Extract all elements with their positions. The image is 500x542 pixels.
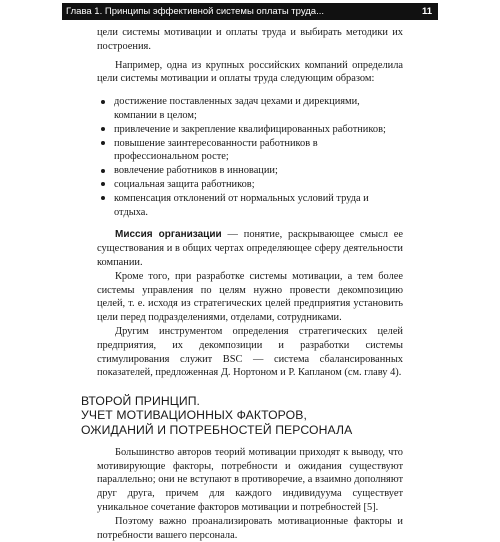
paragraph: Например, одна из крупных российских компаний определила цели системы мотивации и оплаты труда следующим образом: (97, 59, 403, 85)
paragraph: Большинство авторов теорий мотивации приходят к выводу, что мотивирующие факторы, потребности и ожидания существуют параллельно; они не вступают в противоречие, а взаимно дополняют друг друга, причем для каждого индивидуума существует уникальное сочетание факторов мотивации и потребностей [5]. (97, 446, 403, 513)
running-header (62, 3, 438, 20)
paragraph: Поэтому важно проанализировать мотивационные факторы и потребности вашего персонала. (97, 515, 403, 541)
section-heading: ВТОРОЙ ПРИНЦИП. УЧЕТ МОТИВАЦИОННЫХ ФАКТОРОВ, ОЖИДАНИЙ И ПОТРЕБНОСТЕЙ ПЕРСОНАЛА (81, 394, 353, 437)
bullet-icon (101, 196, 105, 200)
list-item: достижение поставленных задач цехами и дирекциями, компании в целом; (114, 95, 403, 123)
definition-term: Миссия организации (115, 229, 222, 241)
bullet-icon (101, 182, 105, 186)
goals-list (97, 95, 403, 219)
bullet-icon (101, 127, 105, 131)
paragraph: Кроме того, при разработке системы мотивации, а тем более системы управления по целям нужно провести декомпозицию целей, т. е. исходя из стратегических целей предприятия установить цели перед подразделениями, отделами, сотрудниками. (97, 270, 403, 324)
paragraph: цели системы мотивации и оплаты труда и выбирать методики их построения. (97, 27, 403, 52)
bullet-icon (101, 100, 105, 104)
page-number: 11 (421, 6, 432, 17)
chapter-title: Глава 1. Принципы эффективной системы оплаты труда... (66, 6, 324, 17)
list-item: компенсация отклонений от нормальных условий труда и отдыха. (114, 192, 403, 220)
definition-text: — понятие, раскрывающее смысл ее существования и в общих чертах определяющее сферу деятельности компании. (97, 229, 403, 268)
definition-paragraph (97, 228, 403, 269)
list-item: вовлечение работников в инновации; (114, 164, 403, 178)
bullet-icon (101, 169, 105, 173)
list-item: привлечение и закрепление квалифицированных работников; (114, 123, 403, 137)
list-item: социальная защита работников; (114, 178, 403, 192)
bullet-icon (101, 141, 105, 145)
page-body (81, 26, 403, 542)
list-item: повышение заинтересованности работников в профессиональном росте; (114, 137, 403, 165)
paragraph: Другим инструментом определения стратегических целей предприятия, их декомпозиции и разработки системы стимулирования служит BSC — система сбалансированных показателей, предложенная Д. Нортоном и Р. Капланом (см. главу 4). (97, 325, 403, 379)
